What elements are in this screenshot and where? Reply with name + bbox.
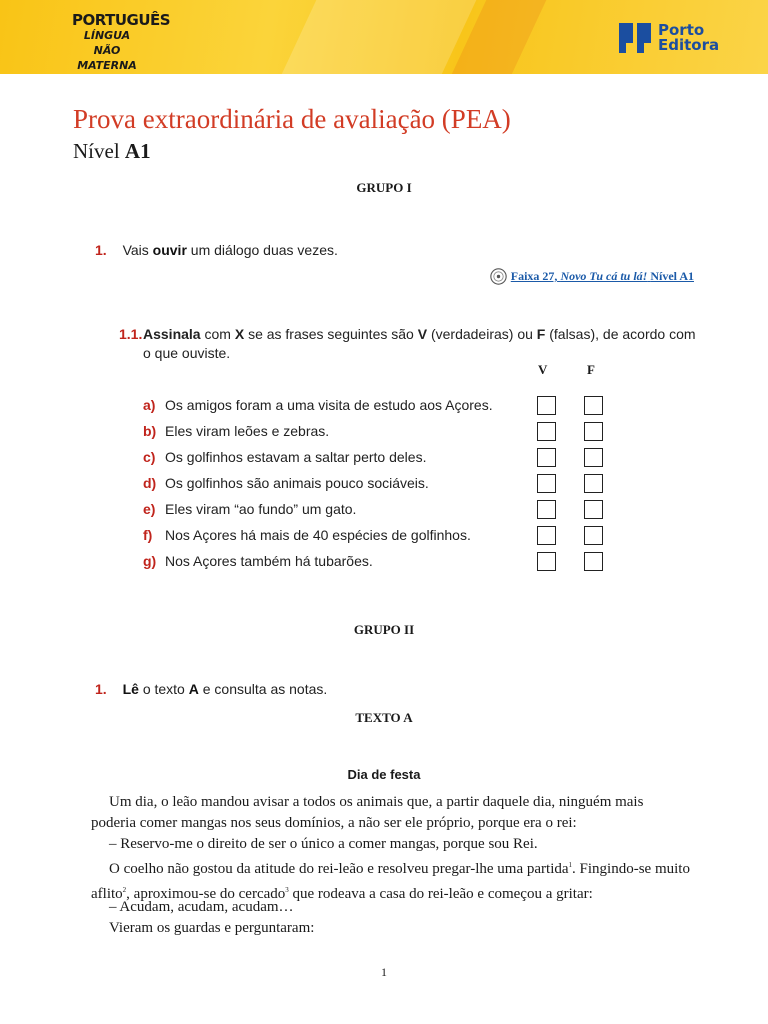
column-header-f: F [587,362,595,377]
checkbox-f-f[interactable] [584,526,603,545]
group-heading: GRUPO II [353,622,415,637]
track-link[interactable]: Faixa 27, Novo Tu cá tu lá! Nível A1 [510,269,694,283]
statement-f: f) Nos Açores há mais de 40 espécies de golfinhos. [143,527,471,543]
statement-a: a) Os amigos foram a uma visita de estudo aos Açores. [143,397,493,413]
text-heading: TEXTO A [355,710,413,725]
header-banner [0,0,768,74]
statement-d: d) Os golfinhos são animais pouco sociáveis. [143,475,429,491]
banner-decoration [279,0,481,74]
paragraph: – Reservo-me o direito de ser o único a comer mangas, porque sou Rei. [109,836,538,852]
checkbox-f-e[interactable] [584,500,603,519]
paragraph: – Acudam, acudam, acudam… [109,899,294,915]
checkbox-f-g[interactable] [584,552,603,571]
paragraph: Um dia, o leão mandou avisar a todos os animais que, a partir daquele dia, ninguém mais poderia comer mangas nos seus domínios, a não ser ele próprio, porque era o rei: [91,794,644,831]
checkbox-v-a[interactable] [537,396,556,415]
statement-g: g) Nos Açores também há tubarões. [143,553,373,569]
page-title: Prova extraordinária de avaliação (PEA) [73,104,511,134]
paragraph: Vieram os guardas e perguntaram: [109,920,315,936]
paragraph: O coelho não gostou da atitude do rei-leão e resolveu pregar-lhe uma partida$^1$. Fingindo-se muito aflito$^2$, aproximou-se do cercado$^3$ que rodeava a casa do rei-leão e começou a gritar: [91,861,690,902]
statement-b: b) Eles viram leões e zebras. [143,423,330,439]
statement-c: c) Os golfinhos estavam a saltar perto deles. [143,449,427,465]
question-1-1: 1.1. Assinala com X se as frases seguintes são V (verdadeiras) ou F (falsas), de acordo com o que ouviste. [119,326,696,361]
checkbox-v-e[interactable] [537,500,556,519]
checkbox-v-c[interactable] [537,448,556,467]
question-1: 1. Vais ouvir um diálogo duas vezes. [95,242,338,258]
porto-editora-logo: Porto Editora [619,22,719,54]
checkbox-f-c[interactable] [584,448,603,467]
checkbox-f-a[interactable] [584,396,603,415]
group-heading: GRUPO I [356,180,412,195]
question-2-1: 1. Lê o texto A e consulta as notas. [95,681,328,697]
level-label: Nível A1 [73,139,151,163]
checkbox-v-d[interactable] [537,474,556,493]
checkbox-f-d[interactable] [584,474,603,493]
quote-mark-icon [619,23,653,53]
checkbox-v-b[interactable] [537,422,556,441]
plnm-logo: PORTUGUÊS LÍNGUA NÃO MATERNA [72,11,171,72]
story-title: Dia de festa [347,767,421,782]
page-number: 1 [381,965,387,979]
column-header-v: V [538,362,548,377]
cd-icon [490,268,507,285]
checkbox-v-g[interactable] [537,552,556,571]
statement-e: e) Eles viram “ao fundo” um gato. [143,501,357,517]
checkbox-f-b[interactable] [584,422,603,441]
audio-track-reference [490,268,694,285]
checkbox-v-f[interactable] [537,526,556,545]
